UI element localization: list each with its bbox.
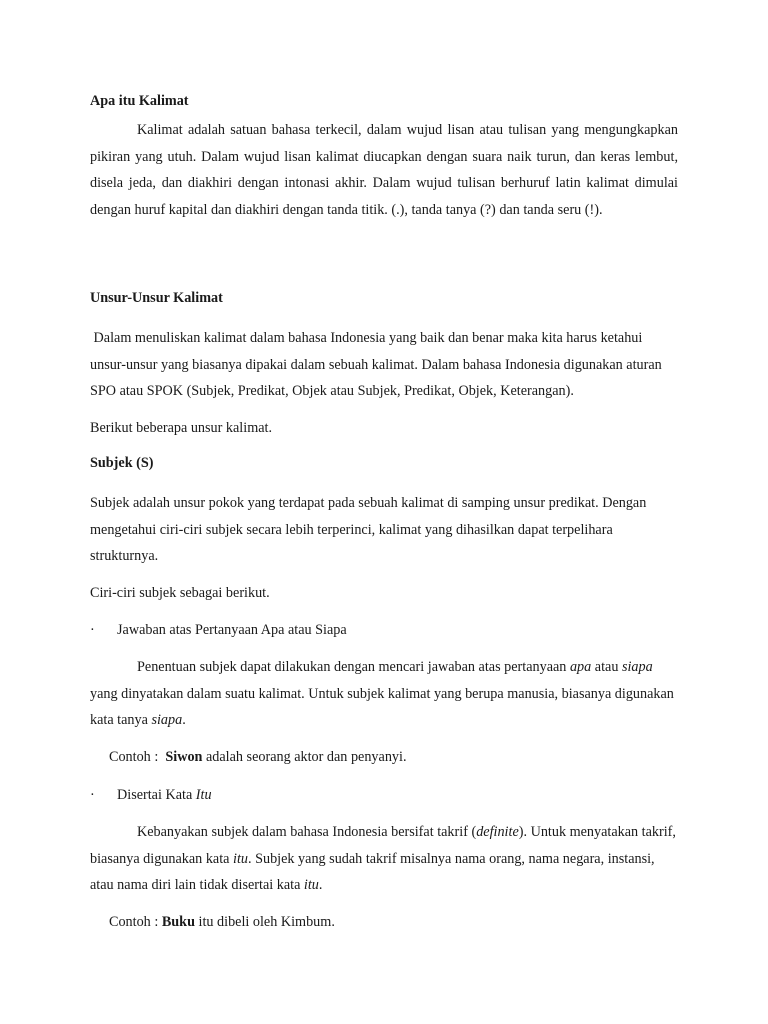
heading-subjek: Subjek (S) <box>90 455 154 471</box>
text-run: ). Untuk menyatakan takrif, biasanya digunakan kata <box>90 824 676 867</box>
italic-run: apa <box>569 659 592 675</box>
text-run: . Subjek yang sudah takrif misalnya nama orang, nama negara, instansi, atau nama diri lain tidak disertai kata <box>90 850 655 893</box>
text-run: Kebanyakan subjek dalam bahasa Indonesia bersifat takrif ( <box>137 824 477 840</box>
bullet-marker: · <box>90 622 95 638</box>
bullet-item-apa-siapa <box>90 617 678 644</box>
bullet-marker: · <box>90 787 95 803</box>
example-label: Contoh : <box>109 749 166 765</box>
paragraph-berikut: Berikut beberapa unsur kalimat. <box>90 420 273 436</box>
paragraph-definisi-kalimat: Kalimat adalah satuan bahasa terkecil, dalam wujud lisan atau tulisan yang mengungkapkan pikiran yang utuh. Dalam wujud lisan kalimat diucapkan dengan suara naik turun, dan keras lembut, disela jeda, dan diakhiri dengan intonasi akhir. Dalam wujud tulisan berhuruf latin kalimat dimulai dengan huruf kapital dan diakhiri dengan tanda titik. (.), tanda tanya (?) dan tanda seru (!). <box>90 122 678 218</box>
paragraph-takrif <box>90 819 678 899</box>
italic-run: siapa <box>151 712 183 728</box>
text-run: yang dinyatakan dalam suatu kalimat. Untuk subjek kalimat yang berupa manusia, biasanya digunakan kata tanya <box>90 685 674 728</box>
italic-run: siapa <box>621 659 653 675</box>
italic-run: Itu <box>195 787 212 803</box>
text-run: Penentuan subjek dapat dilakukan dengan mencari jawaban atas pertanyaan <box>137 659 570 675</box>
example-subject: Siwon <box>165 749 203 765</box>
bullet-item-disertai-itu <box>90 782 678 809</box>
example-rest: adalah seorang aktor dan penyanyi. <box>202 749 407 765</box>
bullet-label: Jawaban atas Pertanyaan Apa atau Siapa <box>117 622 347 638</box>
paragraph-penentuan-subjek <box>90 654 678 734</box>
example-buku <box>109 909 697 936</box>
heading-unsur-unsur-kalimat: Unsur-Unsur Kalimat <box>90 290 223 306</box>
text-run: atau <box>591 659 622 675</box>
paragraph-subjek: Subjek adalah unsur pokok yang terdapat pada sebuah kalimat di samping unsur predikat. Dengan mengetahui ciri-ciri subjek secara lebih terperinci, kalimat yang dihasilkan dapat terpelihara strukturnya. <box>90 495 647 564</box>
bullet-label: Disertai Kata <box>117 787 196 803</box>
text-run: . <box>182 712 186 728</box>
example-label: Contoh : <box>109 914 162 930</box>
heading-apa-itu-kalimat: Apa itu Kalimat <box>90 93 189 109</box>
paragraph-ciri-ciri: Ciri-ciri subjek sebagai berikut. <box>90 585 270 601</box>
example-siwon <box>109 744 697 771</box>
text-run: . <box>318 877 323 893</box>
example-subject: Buku <box>161 914 195 930</box>
paragraph-unsur-kalimat: Dalam menuliskan kalimat dalam bahasa Indonesia yang baik dan benar maka kita harus ketahui unsur-unsur yang biasanya dipakai dalam sebuah kalimat. Dalam bahasa Indonesia digunakan aturan SPO atau SPOK (Subjek, Predikat, Objek atau Subjek, Predikat, Objek, Keterangan). <box>90 330 666 399</box>
example-rest: itu dibeli oleh Kimbum. <box>194 914 335 930</box>
italic-run: itu <box>303 877 319 893</box>
italic-run: definite <box>476 824 519 840</box>
italic-run: itu <box>233 850 248 867</box>
